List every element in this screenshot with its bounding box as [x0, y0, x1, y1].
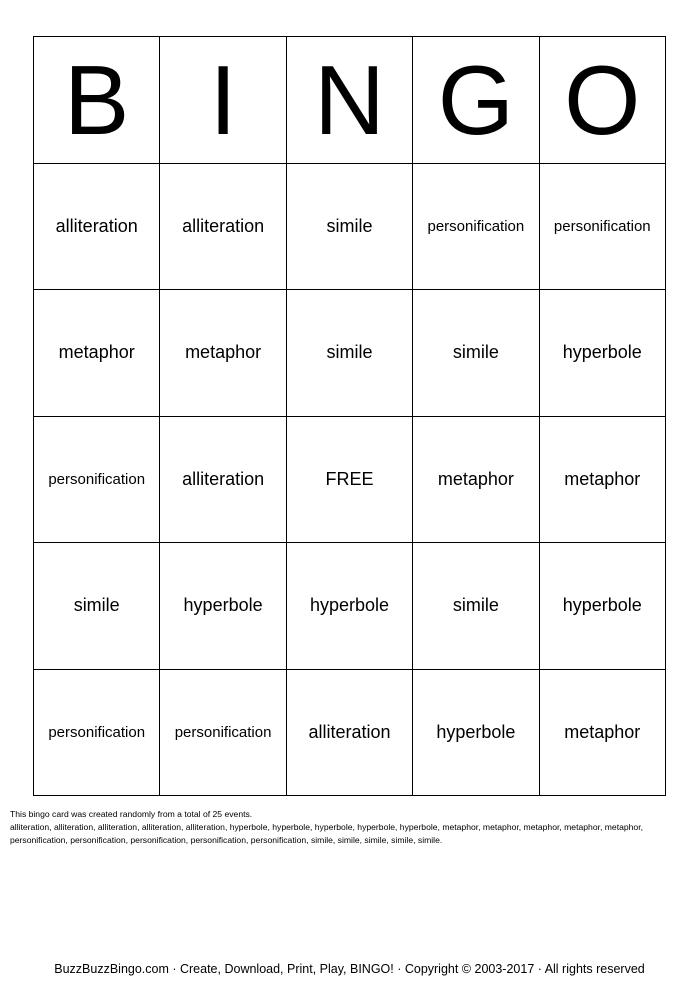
header-cell-g: G	[413, 37, 539, 164]
bingo-cell: alliteration	[34, 163, 160, 290]
bingo-row-4	[34, 543, 666, 670]
bingo-card	[33, 36, 666, 796]
bingo-row-2	[34, 290, 666, 417]
bingo-cell: simile	[286, 290, 412, 417]
bingo-cell: alliteration	[160, 416, 286, 543]
event-list: alliteration, alliteration, alliteration, alliteration, alliteration, hyperbole, hyperbole, hyperbole, hyperbole, hyperbole, metaphor, metaphor, metaphor, metaphor, metaphor, personification, personification, personification, personification, personification, simile, simile, simile, simile, simile.	[10, 822, 643, 845]
bingo-row-5	[34, 669, 666, 796]
bingo-cell: hyperbole	[539, 543, 665, 670]
bingo-cell: personification	[539, 163, 665, 290]
card-info	[10, 808, 690, 847]
bingo-cell: metaphor	[34, 290, 160, 417]
bingo-cell: metaphor	[413, 416, 539, 543]
copyright-footer: BuzzBuzzBingo.com · Create, Download, Print, Play, BINGO! · Copyright © 2003-2017 · All rights reserved	[54, 962, 645, 976]
bingo-cell: alliteration	[160, 163, 286, 290]
bingo-cell: alliteration	[286, 669, 412, 796]
bingo-cell: metaphor	[539, 416, 665, 543]
bingo-cell: hyperbole	[413, 669, 539, 796]
bingo-cell: simile	[413, 290, 539, 417]
bingo-cell: simile	[413, 543, 539, 670]
bingo-cell: metaphor	[539, 669, 665, 796]
header-cell-o: O	[539, 37, 665, 164]
bingo-cell: personification	[34, 416, 160, 543]
card-summary: This bingo card was created randomly from a total of 25 events.	[10, 809, 253, 819]
bingo-cell: hyperbole	[160, 543, 286, 670]
header-cell-n: N	[286, 37, 412, 164]
bingo-row-3	[34, 416, 666, 543]
bingo-cell: simile	[34, 543, 160, 670]
free-space-cell: FREE	[286, 416, 412, 543]
bingo-cell: metaphor	[160, 290, 286, 417]
header-row	[34, 37, 666, 164]
bingo-cell: personification	[34, 669, 160, 796]
bingo-cell: hyperbole	[539, 290, 665, 417]
header-cell-b: B	[34, 37, 160, 164]
bingo-cell: hyperbole	[286, 543, 412, 670]
header-cell-i: I	[160, 37, 286, 164]
bingo-cell: personification	[160, 669, 286, 796]
bingo-cell: personification	[413, 163, 539, 290]
bingo-row-1	[34, 163, 666, 290]
bingo-cell: simile	[286, 163, 412, 290]
